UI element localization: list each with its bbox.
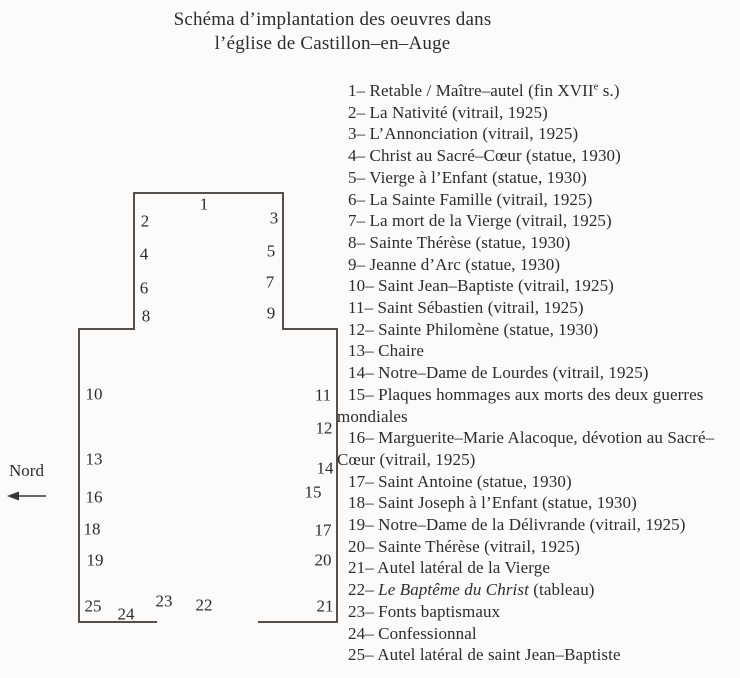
plan-label-15: 15 xyxy=(304,482,322,502)
plan-label-3: 3 xyxy=(269,208,279,228)
plan-label-25: 25 xyxy=(84,596,102,616)
legend-item-23: 23– Fonts baptismaux xyxy=(348,601,501,621)
plan-label-20: 20 xyxy=(314,550,332,570)
plan-label-21: 21 xyxy=(316,596,334,616)
legend-item-22: 22– Le Baptême du Christ (tableau) xyxy=(348,580,595,600)
legend-item-11: 11– Saint Sébastien (vitrail, 1925) xyxy=(348,298,584,318)
plan-label-13: 13 xyxy=(85,449,103,469)
legend-item-19: 19– Notre–Dame de la Délivrande (vitrail, 1925) xyxy=(348,515,686,535)
plan-label-18: 18 xyxy=(83,519,101,539)
legend-item-20: 20– Sainte Thérèse (vitrail, 1925) xyxy=(348,536,581,556)
north-label: Nord xyxy=(9,461,44,480)
plan-label-4: 4 xyxy=(139,244,149,264)
title-line-1: Schéma d’implantation des oeuvres dans xyxy=(173,9,492,30)
north-indicator xyxy=(6,461,54,503)
legend-item-4: 4– Christ au Sacré–Cœur (statue, 1930) xyxy=(348,146,621,166)
plan-label-22: 22 xyxy=(195,595,213,615)
legend-list xyxy=(337,80,737,666)
legend-item-9: 9– Jeanne d’Arc (statue, 1930) xyxy=(348,254,561,274)
legend-item-8: 8– Sainte Thérèse (statue, 1930) xyxy=(348,232,571,252)
legend-item-21: 21– Autel latéral de la Vierge xyxy=(348,558,550,578)
legend-item-1: 1– Retable / Maître–autel (fin XVIIe s.) xyxy=(348,81,620,100)
plan-label-19: 19 xyxy=(86,550,104,570)
plan-label-1: 1 xyxy=(199,194,209,214)
plan-label-23: 23 xyxy=(155,591,173,611)
plan-label-17: 17 xyxy=(314,520,332,540)
plan-label-9: 9 xyxy=(266,303,276,323)
plan-label-2: 2 xyxy=(140,211,150,231)
plan-label-12: 12 xyxy=(315,418,333,438)
plan-label-10: 10 xyxy=(85,384,103,404)
legend-item-6: 6– La Sainte Famille (vitrail, 1925) xyxy=(348,189,593,209)
legend-item-15: 15– Plaques hommages aux morts des deux guerres mondiales xyxy=(337,384,704,426)
legend-item-24: 24– Confessionnal xyxy=(348,623,477,643)
plan-label-11: 11 xyxy=(314,385,332,405)
plan-label-7: 7 xyxy=(265,272,275,292)
legend-item-17: 17– Saint Antoine (statue, 1930) xyxy=(348,471,572,491)
plan-label-14: 14 xyxy=(316,458,334,478)
legend-item-14: 14– Notre–Dame de Lourdes (vitrail, 1925) xyxy=(348,363,649,383)
plan-label-8: 8 xyxy=(141,306,151,326)
legend-item-5: 5– Vierge à l’Enfant (statue, 1930) xyxy=(348,167,587,187)
legend-item-10: 10– Saint Jean–Baptiste (vitrail, 1925) xyxy=(348,276,614,296)
plan-label-24: 24 xyxy=(117,604,135,624)
legend-item-2: 2– La Nativité (vitrail, 1925) xyxy=(348,102,548,122)
north-arrow-icon xyxy=(6,489,48,503)
legend-item-16: 16– Marguerite–Marie Alacoque, dévotion au Sacré–Cœur (vitrail, 1925) xyxy=(337,428,715,469)
legend-item-25: 25– Autel latéral de saint Jean–Baptiste xyxy=(348,645,621,665)
legend-item-7: 7– La mort de la Vierge (vitrail, 1925) xyxy=(348,211,612,231)
legend-item-3: 3– L’Annonciation (vitrail, 1925) xyxy=(348,124,579,144)
plan-label-6: 6 xyxy=(139,278,149,298)
legend-item-13: 13– Chaire xyxy=(348,341,425,361)
plan-label-16: 16 xyxy=(85,487,103,507)
legend-item-18: 18– Saint Joseph à l’Enfant (statue, 1930) xyxy=(348,493,637,513)
title-line-2: l’église de Castillon–en–Auge xyxy=(214,33,451,54)
legend-item-12: 12– Sainte Philomène (statue, 1930) xyxy=(348,319,599,339)
plan-label-5: 5 xyxy=(266,241,276,261)
